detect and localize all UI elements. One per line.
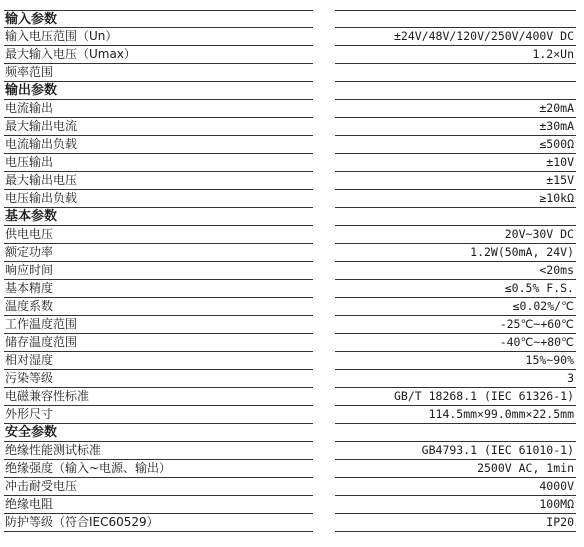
parameter-label: 相对湿度 [4,352,313,370]
parameter-value: ≤0.5% F.S. [335,280,576,298]
parameter-label: 绝缘电阻 [4,496,313,514]
parameter-value: IP20 [335,514,576,532]
section-title-spacer [335,208,576,226]
parameter-value: 4000V [335,478,576,496]
parameter-label: 最大输入电压（Umax） [4,46,313,64]
parameter-value: GB/T 18268.1 (IEC 61326-1) [335,388,576,406]
parameter-value: 114.5mm×99.0mm×22.5mm [335,406,576,424]
section-title-spacer [335,10,576,28]
parameter-value: ≤500Ω [335,136,576,154]
parameter-value: 2500V AC, 1min [335,460,576,478]
parameter-label: 电流输出 [4,100,313,118]
section-title-spacer [335,424,576,442]
parameter-label: 外形尺寸 [4,406,313,424]
parameter-value: ±15V [335,172,576,190]
parameter-value: 15%~90% [335,352,576,370]
parameter-label-column [4,10,313,532]
parameter-label: 污染等级 [4,370,313,388]
parameter-label: 响应时间 [4,262,313,280]
parameter-value: GB4793.1 (IEC 61010-1) [335,442,576,460]
parameter-label: 储存温度范围 [4,334,313,352]
parameter-label: 电流输出负载 [4,136,313,154]
parameter-value: ±24V/48V/120V/250V/400V DC [335,28,576,46]
parameter-label: 防护等级（符合IEC60529） [4,514,313,532]
parameter-label: 频率范围 [4,64,313,82]
parameter-label: 冲击耐受电压 [4,478,313,496]
parameter-label: 绝缘强度（输入~电源、输出） [4,460,313,478]
parameter-value: ≥10kΩ [335,190,576,208]
parameter-value: 1.2×Un [335,46,576,64]
parameter-value: ±20mA [335,100,576,118]
parameter-label: 最大输出电压 [4,172,313,190]
parameter-label: 基本精度 [4,280,313,298]
parameter-value: 20V~30V DC [335,226,576,244]
section-title: 基本参数 [4,208,313,226]
parameter-value: 1.2W(50mA, 24V) [335,244,576,262]
parameter-value-column [335,10,576,532]
parameter-label: 额定功率 [4,244,313,262]
section-title-spacer [335,82,576,100]
section-title: 输入参数 [4,10,313,28]
parameter-label: 供电电压 [4,226,313,244]
parameter-value: ±10V [335,154,576,172]
section-title: 安全参数 [4,424,313,442]
parameter-label: 最大输出电流 [4,118,313,136]
parameter-value: -40℃~+80℃ [335,334,576,352]
parameter-value: 100MΩ [335,496,576,514]
parameter-label: 电压输出负载 [4,190,313,208]
parameter-value: <20ms [335,262,576,280]
parameter-value: ≤0.02%/℃ [335,298,576,316]
parameter-label: 温度系数 [4,298,313,316]
parameter-value [335,64,576,82]
parameter-value: 3 [335,370,576,388]
parameter-label: 输入电压范围（Un） [4,28,313,46]
parameter-label: 电磁兼容性标准 [4,388,313,406]
parameter-value: -25℃~+60℃ [335,316,576,334]
parameter-label: 绝缘性能测试标准 [4,442,313,460]
section-title: 输出参数 [4,82,313,100]
parameter-label: 工作温度范围 [4,316,313,334]
parameter-label: 电压输出 [4,154,313,172]
parameter-value: ±30mA [335,118,576,136]
